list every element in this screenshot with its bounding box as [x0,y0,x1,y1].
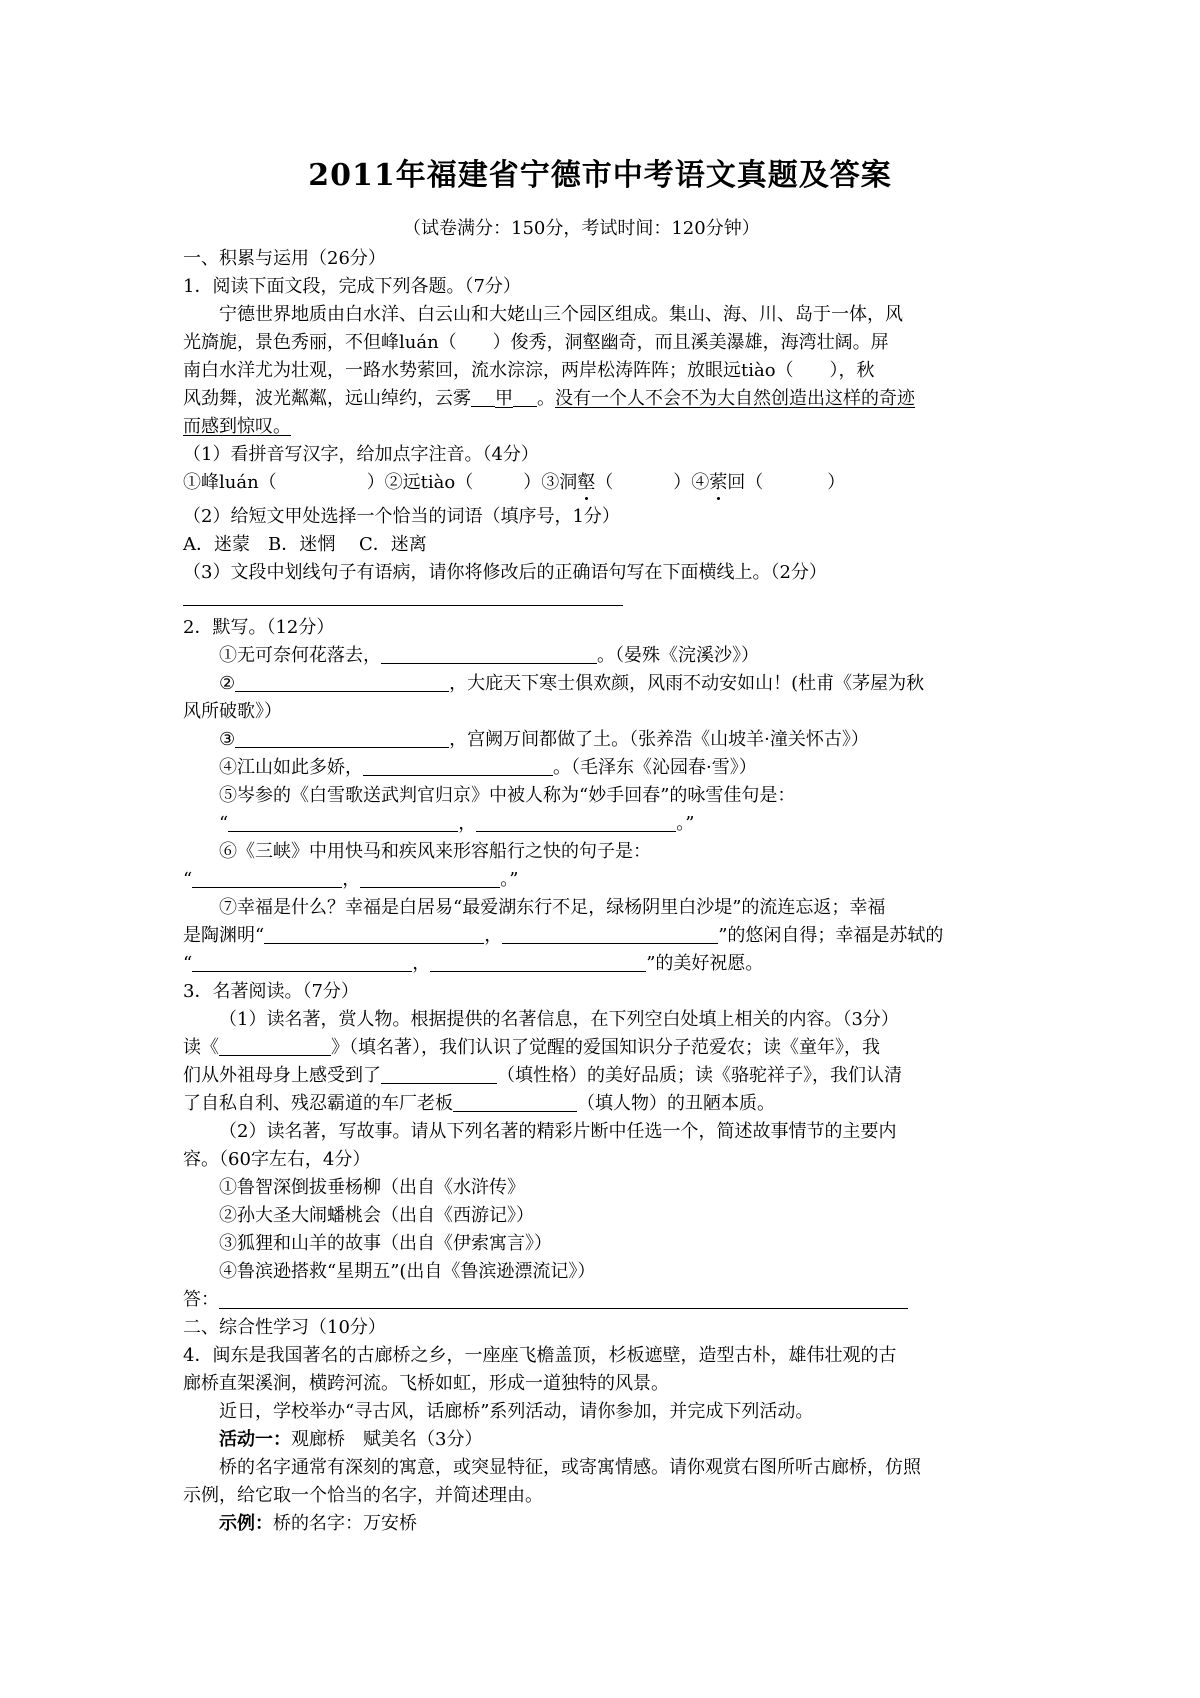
answer-prefix: 答： [183,1289,219,1310]
q4-line: 示例，给它取一个恰当的名字，并简述理由。 [183,1485,543,1506]
line-text: ”的美好祝愿。 [646,953,764,974]
line-text: ② [219,673,236,694]
q1-head: 1．阅读下面文段，完成下列各题。（7分） [183,276,521,297]
q1-sub3: （3）文段中划线句子有语病，请你将修改后的正确语句写在下面横线上。（2分） [183,562,827,583]
dotted-char: 萦 [709,472,728,493]
blank [235,731,449,748]
q3-head: 3．名著阅读。（7分） [183,981,359,1002]
answer-line [183,605,623,606]
line-text: ， [342,869,361,890]
example-text: 桥的名字：万安桥 [273,1513,417,1534]
q1-passage-line: 南白水洋尤为壮观，一路水势萦回，流水淙淙，两岸松涛阵阵；放眼远tiào（ ），秋 [183,360,875,381]
blank-jia-label: 甲 [495,388,513,409]
line-text: ，大庇天下寒士俱欢颜，风雨不动安如山！(杜甫《茅屋为秋 [449,673,925,694]
line-text: “ [219,813,229,834]
line-text: （填人物）的丑陋本质。 [577,1093,775,1114]
line-text: ， [458,813,477,834]
line-text: ， [412,953,431,974]
blank [453,1095,577,1112]
blank [476,815,676,832]
line-text: 们从外祖母身上感受到了 [183,1065,381,1086]
line-text: ④江山如此多娇， [219,757,363,778]
blank [363,759,553,776]
q3-line: 容。（60字左右，4分） [183,1149,371,1170]
q2-line: ⑦幸福是什么？幸福是白居易“最爱湖东行不足，绿杨阴里白沙堤”的流连忘返；幸福 [219,897,886,918]
q2-line [219,673,924,695]
line-text: 。” [676,813,695,834]
blank [192,871,342,888]
blank [430,955,646,972]
item-text: 回（ [727,472,764,493]
q2-line: ⑤岑参的《白雪歌送武判官归京》中被人称为“妙手回春”的咏雪佳句是： [219,785,796,806]
q2-head: 2．默写。（12分） [183,617,335,638]
blank [219,1039,331,1056]
blank [264,927,484,944]
blank [360,871,500,888]
line-text: ③ [219,729,236,750]
q2-line [219,757,757,779]
list-item: ②孙大圣大闹蟠桃会（出自《西游记》） [219,1205,534,1226]
document-title: 2011年福建省宁德市中考语文真题及答案 [308,158,892,193]
q2-line [219,729,869,751]
blank [513,390,537,407]
q1-sub1-items [183,472,845,494]
q1-passage-line [183,388,915,410]
item-text: ）②远tiào（ [366,472,474,493]
blank [192,955,412,972]
activity1-heading [219,1429,482,1451]
answer-line [219,1308,908,1309]
q2-line [219,645,759,667]
section1-heading: 一、积累与运用（26分） [183,248,386,269]
blank [381,1067,497,1084]
q2-line: 风所破歌》） [183,701,282,722]
line-text: ”的悠闲自得；幸福是苏轼的 [718,925,944,946]
line-text: 》（填名著），我们认识了觉醒的爱国知识分子范爱农；读《童年》，我 [331,1037,880,1058]
blank [228,815,458,832]
q4-line: 4．闽东是我国著名的古廊桥之乡，一座座飞檐盖顶，杉板遮壁，造型古朴，雄伟壮观的古 [183,1345,897,1366]
q3-line [183,1093,775,1115]
line-text: “ [183,869,193,890]
q1-sub1: （1）看拼音写汉字，给加点字注音。（4分） [183,444,539,465]
line-text: （填性格）的美好品质；读《骆驼祥子》，我们认清 [497,1065,902,1086]
q2-line [183,925,943,947]
list-item: ③狐狸和山羊的故事（出自《伊索寓言》） [219,1233,552,1254]
activity-title: 观廊桥 赋美名（3分） [291,1429,483,1450]
exam-info: （试卷满分：150分，考试时间：120分钟） [403,218,760,239]
list-item: ④鲁滨逊搭救“星期五”(出自《鲁滨逊漂流记》） [219,1261,596,1282]
line-text: 读《 [183,1037,219,1058]
q3-line [183,1037,880,1059]
q2-line [183,953,763,975]
example-line [219,1513,417,1535]
q2-line [183,869,518,891]
line-text: ， [484,925,503,946]
q3-line: （2）读名著，写故事。请从下列名著的精彩片断中任选一个，简述故事情节的主要内 [219,1121,897,1142]
q2-line: ⑥《三峡》中用快马和疾风来形容船行之快的句子是： [219,841,651,862]
q1-passage-line: 光旖旎，景色秀丽，不但峰luán（ ）俊秀，洞壑幽奇，而且溪美瀑雄，海湾壮阔。屏 [183,332,889,353]
line-text: 。” [500,869,519,890]
line-text: ，宫阙万间都做了土。（张养浩《山坡羊·潼关怀古》） [449,729,869,750]
q3-line: （1）读名著，赏人物。根据提供的名著信息，在下列空白处填上相关的内容。（3分） [219,1009,899,1030]
q3-line [183,1065,902,1087]
underlined-sentence: 没有一个人不会不为大自然创造出这样的奇迹 [555,388,915,409]
line-text: 。（毛泽东《沁园春·雪》） [553,757,757,778]
blank [502,927,718,944]
passage-text: 。 [537,388,555,409]
item-text: ）③洞 [523,472,578,493]
item-text: ）④ [673,472,710,493]
q1-options: A．迷蒙 B．迷惘 C．迷离 [183,534,427,555]
q4-line: 廊桥直架溪涧，横跨河流。飞桥如虹，形成一道独特的风景。 [183,1373,669,1394]
activity-label: 活动一： [219,1429,291,1450]
line-text: 是陶渊明“ [183,925,265,946]
item-text: （ [595,472,614,493]
blank [471,390,495,407]
list-item: ①鲁智深倒拔垂杨柳（出自《水浒传》 [219,1177,525,1198]
q1-passage-line [183,416,291,438]
q4-line: 近日，学校举办“寻古风，话廊桥”系列活动，请你参加，并完成下列活动。 [219,1401,814,1422]
blank [235,675,449,692]
q4-line: 桥的名字通常有深刻的寓意，或突显特征，或寄寓情感。请你观赏右图所听古廊桥，仿照 [219,1457,921,1478]
dotted-char: 壑 [577,472,596,493]
item-text: ①峰luán（ [183,472,277,493]
section2-heading: 二、综合性学习（10分） [183,1317,386,1338]
passage-text: 风劲舞，波光粼粼，远山绰约，云雾 [183,388,471,409]
blank [381,647,597,664]
line-text: 。（晏殊《浣溪沙》） [597,645,759,666]
line-text: ①无可奈何花落去， [219,645,381,666]
q2-line [219,813,694,835]
line-text: “ [183,953,193,974]
underlined-sentence: 而感到惊叹。 [183,416,291,437]
item-text: ） [827,472,846,493]
example-label: 示例： [219,1513,273,1534]
q1-passage-line: 宁德世界地质由白水洋、白云山和大姥山三个园区组成。集山、海、川、岛于一体，风 [219,304,903,325]
line-text: 了自私自利、残忍霸道的车厂老板 [183,1093,453,1114]
q1-sub2: （2）给短文甲处选择一个恰当的词语（填序号，1分） [183,506,620,527]
